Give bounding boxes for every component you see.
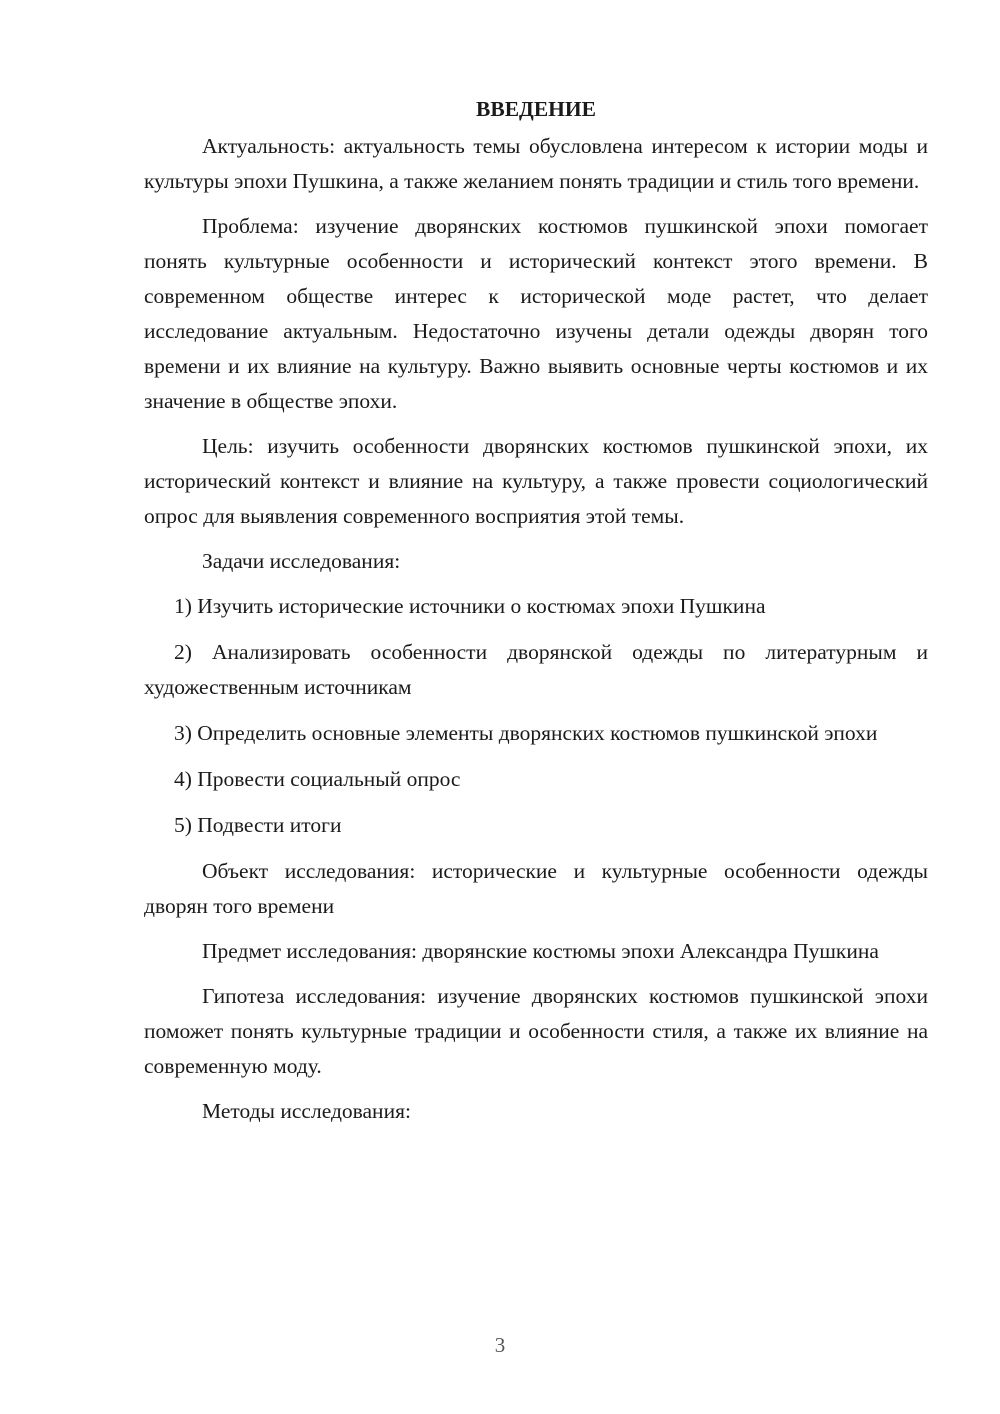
task-item-5: 5) Подвести итоги bbox=[174, 813, 342, 837]
task-item-2: 2) Анализировать особенности дворянской одежды по литературным и художественным источникам bbox=[144, 640, 928, 699]
document-page bbox=[144, 92, 928, 1139]
paragraph-relevance: Актуальность: актуальность темы обусловлена интересом к истории моды и культуры эпохи Пушкина, а также желанием понять традиции и стиль того времени. bbox=[144, 134, 928, 193]
tasks-heading: Задачи исследования: bbox=[202, 549, 401, 573]
task-item-4: 4) Провести социальный опрос bbox=[174, 767, 461, 791]
task-item-3: 3) Определить основные элементы дворянских костюмов пушкинской эпохи bbox=[174, 721, 878, 745]
methods-heading: Методы исследования: bbox=[202, 1099, 411, 1123]
paragraph-problem: Проблема: изучение дворянских костюмов пушкинской эпохи помогает понять культурные особенности и исторический контекст этого времени. В современном обществе интерес к исторической моде растет, что делает исследование актуальным. Недостаточно изучены детали одежды дворян того времени и их влияние на культуру. Важно выявить основные черты костюмов и их значение в обществе эпохи. bbox=[144, 214, 928, 413]
paragraph-goal: Цель: изучить особенности дворянских костюмов пушкинской эпохи, их исторический контекст и влияние на культуру, а также провести социологический опрос для выявления современного восприятия этой темы. bbox=[144, 434, 928, 528]
paragraph-hypothesis: Гипотеза исследования: изучение дворянских костюмов пушкинской эпохи поможет понять культурные традиции и особенности стиля, а также их влияние на современную моду. bbox=[144, 984, 928, 1078]
paragraph-subject: Предмет исследования: дворянские костюмы эпохи Александра Пушкина bbox=[202, 939, 879, 963]
section-title: ВВЕДЕНИЕ bbox=[476, 97, 596, 121]
page-number: 3 bbox=[494, 1333, 506, 1357]
task-item-1: 1) Изучить исторические источники о костюмах эпохи Пушкина bbox=[174, 594, 766, 618]
paragraph-object: Объект исследования: исторические и культурные особенности одежды дворян того времени bbox=[144, 859, 928, 918]
